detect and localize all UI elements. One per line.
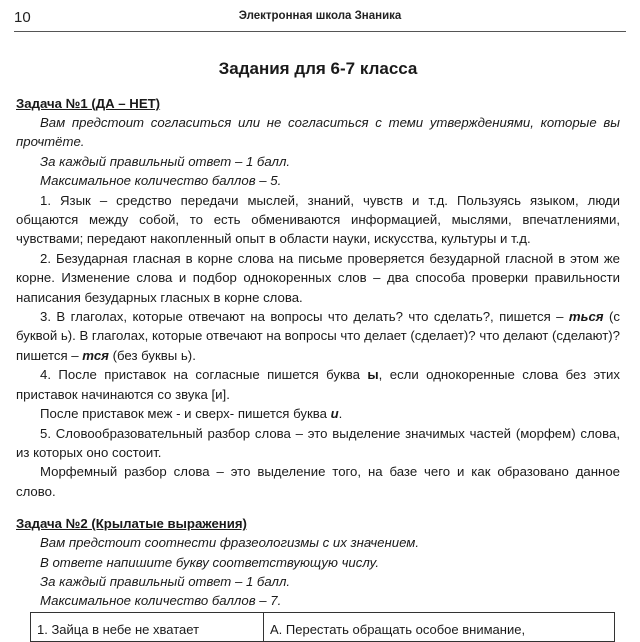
task1-statement-5: 5. Словообразовательный разбор слова – это выделение значимых частей (морфем) слова, из которых оно состоит. <box>16 425 620 460</box>
task2-heading: Задача №2 (Крылатые выражения) <box>16 516 247 532</box>
task1-heading: Задача №1 (ДА – НЕТ) <box>16 96 161 111</box>
spacer <box>16 501 620 514</box>
page-header <box>0 0 640 32</box>
task1-statement-4: 4. После приставок на согласные пишется буква ы, если однокоренные слова без этих приставок начинаются со звука [и]. <box>16 367 620 402</box>
task1-statement-2: 2. Безударная гласная в корне слова на письме проверяется безударной гласной в этом же корне. Изменение слова и подбор однокоренных слов – два способа проверки правильности написания безударных гласных в корне слова. <box>16 250 620 305</box>
task1-intro: Вам предстоит согласиться или не согласиться с теми утверждениями, которые вы прочтёте. <box>16 115 620 150</box>
task2-intro-2: В ответе напишите букву соответствующую числу. <box>40 554 379 570</box>
task1-scoring: За каждый правильный ответ – 1 балл. <box>40 153 291 169</box>
task1-statement-5b: Морфемный разбор слова – это выделение того, на базе чего и как образовано данное слово. <box>16 464 620 499</box>
task1-statement-4b: После приставок меж - и сверх- пишется буква и. <box>40 406 343 422</box>
task2-intro-1: Вам предстоит соотнести фразеологизмы с их значением. <box>40 535 420 551</box>
page-content <box>16 56 620 611</box>
task1-max: Максимальное количество баллов – 5. <box>40 173 282 189</box>
table-cell-left: 1. Зайца в небе не хватает <box>31 613 264 642</box>
running-title: Электронная школа Знаника <box>238 10 402 22</box>
task1-statement-3: 3. В глаголах, которые отвечают на вопросы что делать? что сделать?, пишется – ться (с буквой ь). В глаголах, которые отвечают на вопросы что делает (сделает)? что делают (сделают)? пишется – тся (без буквы ь). <box>16 309 620 363</box>
page-number: 10 <box>14 9 31 26</box>
page-title: Задания для 6-7 класса <box>218 59 418 78</box>
task2-scoring: За каждый правильный ответ – 1 балл. <box>40 573 291 589</box>
task2-max: Максимальное количество баллов – 7. <box>40 593 282 609</box>
task1-statement-1: 1. Язык – средство передачи мыслей, знаний, чувств и т.д. Пользуясь языком, люди общаются между собой, то есть обмениваются информацией, мыслями, впечатлениями, чувствами; передают накопленный опыт в области науки, искусства, культуры и т.д. <box>16 192 620 247</box>
matching-table <box>30 612 615 642</box>
table-cell-right: А. Перестать обращать особое внимание, <box>264 613 615 642</box>
header-rule <box>14 31 626 32</box>
table-row <box>31 613 615 642</box>
